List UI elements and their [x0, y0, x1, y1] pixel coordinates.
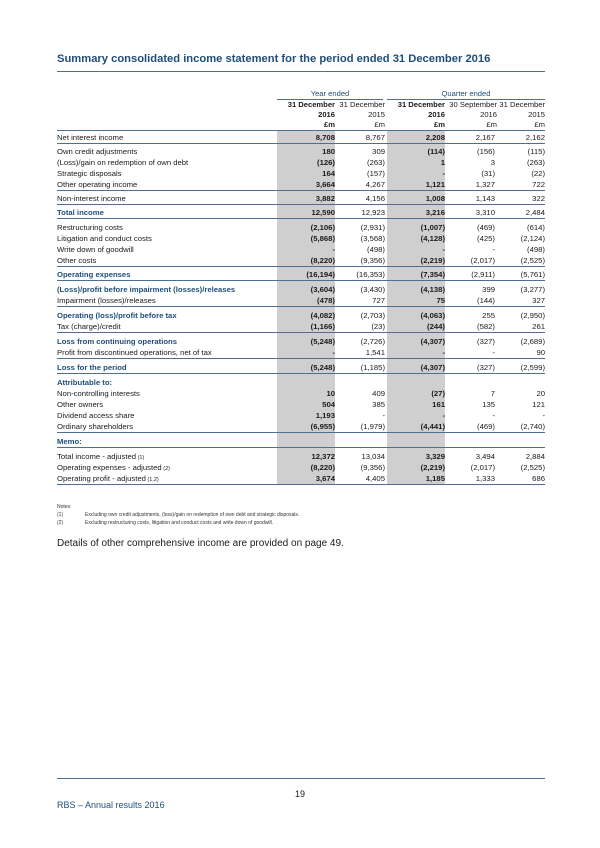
row-value-col2: (23) — [371, 322, 385, 331]
row-label: Impairment (losses)/releases — [57, 296, 156, 305]
header-row-date — [57, 100, 545, 110]
row-label: Own credit adjustments — [57, 147, 138, 156]
row-divider — [57, 190, 545, 191]
row-value-col1: - — [332, 245, 335, 254]
row-value-col1: (5,248) — [310, 337, 335, 346]
row-value-col3: (114) — [427, 147, 445, 156]
row-label: (Loss)/profit before impairment (losses)/releases — [57, 285, 236, 294]
row-value-col2: 4,405 — [365, 474, 385, 483]
row-value-col2: (1,185) — [360, 363, 385, 372]
row-value-col2: 4,156 — [365, 194, 385, 203]
row-divider — [57, 204, 545, 205]
row-value-col5: 686 — [532, 474, 545, 483]
row-value-col2: (16,353) — [356, 270, 385, 279]
row-value-col3: - — [442, 411, 445, 420]
table-row — [57, 321, 545, 332]
row-value-col3: 161 — [432, 400, 445, 409]
header-col5-year: 2015 — [528, 110, 545, 119]
table-row — [57, 244, 545, 255]
row-value-col3: (2,219) — [420, 463, 445, 472]
row-value-col4: (469) — [477, 422, 495, 431]
row-value-col4: (144) — [477, 296, 495, 305]
table-row — [57, 132, 545, 143]
note-text: Excluding restructuring costs, litigation and conduct costs and write down of goodwill. — [85, 520, 274, 526]
row-value-col3: (7,354) — [420, 270, 445, 279]
row-label: Profit from discontinued operations, net of tax — [57, 348, 212, 357]
details-text: Details of other comprehensive income are provided on page 49. — [57, 538, 344, 549]
row-value-col3: - — [442, 245, 445, 254]
row-value-col3: 1,185 — [425, 474, 445, 483]
row-value-col5: - — [542, 411, 545, 420]
header-col1-date: 31 December — [287, 100, 335, 109]
note-item — [57, 511, 299, 519]
row-label: Ordinary shareholders — [57, 422, 134, 431]
row-value-col1: (5,868) — [310, 234, 335, 243]
table-row — [57, 421, 545, 432]
row-value-col5: (22) — [531, 169, 545, 178]
table-row — [57, 451, 545, 462]
row-value-col1: (4,082) — [310, 311, 335, 320]
row-divider — [57, 306, 545, 307]
row-value-col1: (1,166) — [310, 322, 335, 331]
row-value-col4: (327) — [477, 363, 495, 372]
row-value-col5: (115) — [527, 147, 545, 156]
row-label: (Loss)/gain on redemption of own debt — [57, 158, 189, 167]
footer-divider — [57, 778, 545, 779]
row-value-col2: 385 — [372, 400, 385, 409]
row-value-col3: (244) — [427, 322, 445, 331]
row-value-col2: (2,703) — [360, 311, 385, 320]
header-col2-year: 2015 — [368, 110, 385, 119]
row-value-col4: 3,494 — [475, 452, 495, 461]
row-value-col2: (9,356) — [360, 256, 385, 265]
row-label: Loss from continuing operations — [57, 337, 178, 346]
row-value-col2: (157) — [367, 169, 385, 178]
row-divider — [57, 332, 545, 333]
row-divider — [57, 447, 545, 448]
row-value-col1: 3,674 — [315, 474, 335, 483]
row-value-col4: (2,017) — [470, 256, 495, 265]
row-value-col4: - — [492, 245, 495, 254]
table-row — [57, 388, 545, 399]
header-col5-date: 31 December — [499, 100, 545, 109]
row-value-col4: 1,333 — [475, 474, 495, 483]
row-label: Dividend access share — [57, 411, 135, 420]
row-value-col5: (2,599) — [520, 363, 545, 372]
header-col1-unit: £m — [324, 120, 335, 129]
row-value-col4: 255 — [482, 311, 495, 320]
row-label: Loss for the period — [57, 363, 127, 372]
header-col4-unit: £m — [486, 120, 497, 129]
row-value-col4: (469) — [477, 223, 495, 232]
row-value-col3: - — [442, 348, 445, 357]
row-value-col5: 2,162 — [525, 133, 545, 142]
table-row — [57, 168, 545, 179]
row-value-col3: (4,063) — [420, 311, 445, 320]
row-value-col4: (425) — [477, 234, 495, 243]
row-label: Total income - adjusted (1) — [57, 452, 145, 461]
row-value-col3: (4,441) — [420, 422, 445, 431]
row-value-col1: (5,248) — [310, 363, 335, 372]
row-divider — [57, 266, 545, 267]
row-label: Litigation and conduct costs — [57, 234, 152, 243]
row-label: Operating (loss)/profit before tax — [57, 311, 177, 320]
row-label: Other operating income — [57, 180, 138, 189]
row-value-col2: (2,726) — [360, 337, 385, 346]
row-value-col3: (4,128) — [420, 234, 445, 243]
row-value-col3: 1,008 — [425, 194, 445, 203]
row-value-col5: 90 — [536, 348, 545, 357]
header-col4-year: 2016 — [480, 110, 497, 119]
row-value-col2: (3,430) — [360, 285, 385, 294]
notes-heading: Notes: — [57, 504, 72, 510]
row-value-col4: - — [492, 348, 495, 357]
row-value-col2: (263) — [367, 158, 385, 167]
header-col3-unit: £m — [434, 120, 445, 129]
row-value-col1: 3,664 — [315, 180, 335, 189]
row-value-col3: (2,219) — [420, 256, 445, 265]
row-value-col4: 3,310 — [475, 208, 495, 217]
row-value-col2: 4,267 — [365, 180, 385, 189]
table-row — [57, 336, 545, 347]
row-value-col2: (498) — [367, 245, 385, 254]
row-value-col1: (16,194) — [306, 270, 335, 279]
table-row — [57, 377, 545, 388]
row-value-col5: (2,740) — [520, 422, 545, 431]
row-value-col1: 1,193 — [315, 411, 335, 420]
row-value-col3: 3,329 — [425, 452, 445, 461]
table-row — [57, 462, 545, 473]
row-value-col3: 75 — [436, 296, 445, 305]
row-label: Restructuring costs — [57, 223, 123, 232]
row-divider — [57, 373, 545, 374]
row-note-ref: (1,2) — [145, 477, 159, 483]
row-value-col5: (263) — [527, 158, 545, 167]
row-value-col4: 1,143 — [475, 194, 495, 203]
header-col1-year: 2016 — [318, 110, 335, 119]
row-value-col1: 3,882 — [315, 194, 335, 203]
note-number: (2) — [57, 520, 64, 526]
header-col4-date: 30 September — [449, 100, 497, 109]
header-col3-date: 31 December — [397, 100, 445, 109]
row-value-col5: (498) — [527, 245, 545, 254]
row-note-ref: (1) — [136, 455, 145, 461]
row-divider — [57, 358, 545, 359]
row-value-col4: (31) — [481, 169, 495, 178]
footer-title: RBS – Annual results 2016 — [57, 800, 165, 810]
row-value-col5: 20 — [536, 389, 545, 398]
row-value-col3: 2,208 — [425, 133, 445, 142]
row-value-col4: 2,167 — [475, 133, 495, 142]
row-value-col1: 12,372 — [311, 452, 335, 461]
row-label: Non-interest income — [57, 194, 126, 203]
row-value-col5: 261 — [532, 322, 545, 331]
row-value-col2: 12,923 — [361, 208, 385, 217]
row-label: Net interest income — [57, 133, 124, 142]
row-label: Attributable to: — [57, 378, 113, 387]
row-value-col2: (9,356) — [360, 463, 385, 472]
table-row — [57, 473, 545, 484]
row-value-col5: 322 — [532, 194, 545, 203]
table-row — [57, 157, 545, 168]
row-value-col5: (2,525) — [520, 463, 545, 472]
row-value-col1: (8,220) — [310, 256, 335, 265]
row-value-col4: (2,017) — [470, 463, 495, 472]
row-label: Memo: — [57, 437, 82, 446]
row-value-col3: (1,007) — [420, 223, 445, 232]
row-value-col1: (3,604) — [310, 285, 335, 294]
page-title: Summary consolidated income statement for the period ended 31 December 2016 — [57, 53, 491, 65]
row-value-col3: (27) — [431, 389, 445, 398]
table-row — [57, 436, 545, 447]
row-value-col3: 1,121 — [425, 180, 445, 189]
table-row — [57, 179, 545, 190]
row-value-col1: (6,955) — [310, 422, 335, 431]
table-row — [57, 284, 545, 295]
row-value-col2: (2,931) — [360, 223, 385, 232]
row-value-col4: - — [492, 411, 495, 420]
row-label: Non-controlling interests — [57, 389, 140, 398]
table-row — [57, 410, 545, 421]
row-value-col4: (327) — [477, 337, 495, 346]
header-col3-year: 2016 — [428, 110, 445, 119]
row-label: Strategic disposals — [57, 169, 122, 178]
row-value-col2: 8,767 — [365, 133, 385, 142]
row-value-col1: 164 — [322, 169, 335, 178]
row-value-col5: (2,689) — [520, 337, 545, 346]
title-divider — [57, 71, 545, 72]
row-value-col3: - — [442, 169, 445, 178]
row-value-col5: 121 — [532, 400, 545, 409]
header-col2-date: 31 December — [339, 100, 385, 109]
row-value-col5: 2,884 — [525, 452, 545, 461]
row-label: Other costs — [57, 256, 97, 265]
row-value-col3: 3,216 — [425, 208, 445, 217]
table-row — [57, 233, 545, 244]
header-row-unit — [57, 120, 545, 130]
row-value-col5: (2,950) — [520, 311, 545, 320]
row-value-col1: 180 — [322, 147, 335, 156]
page-number: 19 — [294, 789, 305, 799]
row-divider — [57, 484, 545, 485]
row-label: Tax (charge)/credit — [57, 322, 121, 331]
row-divider — [57, 143, 545, 144]
row-value-col3: (4,307) — [420, 337, 445, 346]
row-value-col4: (156) — [477, 147, 495, 156]
table-row — [57, 310, 545, 321]
row-value-col1: (2,106) — [310, 223, 335, 232]
row-value-col2: 409 — [372, 389, 385, 398]
row-value-col3: (4,307) — [420, 363, 445, 372]
table-row — [57, 347, 545, 358]
notes — [57, 503, 299, 527]
row-note-ref: (2) — [161, 466, 170, 472]
row-label: Total income — [57, 208, 104, 217]
row-value-col4: 135 — [482, 400, 495, 409]
note-number: (1) — [57, 512, 64, 518]
row-divider — [57, 218, 545, 219]
row-divider — [57, 280, 545, 281]
row-divider — [57, 432, 545, 433]
table-row — [57, 399, 545, 410]
row-value-col5: 722 — [532, 180, 545, 189]
header-group-quarter-ended: Quarter ended — [387, 89, 545, 100]
row-value-col2: (3,568) — [360, 234, 385, 243]
row-value-col5: (614) — [527, 223, 545, 232]
row-value-col1: (8,220) — [310, 463, 335, 472]
header-col2-unit: £m — [374, 120, 385, 129]
table-row — [57, 207, 545, 218]
row-value-col1: 12,590 — [311, 208, 335, 217]
row-value-col2: (1,979) — [360, 422, 385, 431]
row-value-col1: 8,708 — [315, 133, 335, 142]
table-row — [57, 255, 545, 266]
header-divider — [57, 130, 545, 131]
row-label: Other owners — [57, 400, 104, 409]
row-value-col5: (2,525) — [520, 256, 545, 265]
note-text: Excluding own credit adjustments, (loss)/gain on redemption of own debt and strategic disposals. — [85, 512, 300, 518]
table-row — [57, 222, 545, 233]
row-value-col2: 727 — [372, 296, 385, 305]
table-row — [57, 193, 545, 204]
row-value-col4: 7 — [490, 389, 495, 398]
table-row — [57, 362, 545, 373]
row-value-col2: - — [382, 411, 385, 420]
row-value-col1: (126) — [317, 158, 335, 167]
header-row-year — [57, 110, 545, 120]
row-value-col3: (4,138) — [420, 285, 445, 294]
row-value-col4: (582) — [477, 322, 495, 331]
row-label: Operating profit - adjusted (1,2) — [57, 474, 159, 483]
row-value-col4: 3 — [490, 158, 495, 167]
row-value-col2: 309 — [372, 147, 385, 156]
row-value-col5: 2,484 — [525, 208, 545, 217]
row-value-col4: 1,327 — [475, 180, 495, 189]
row-label: Write down of goodwill — [57, 245, 134, 254]
row-value-col5: 327 — [532, 296, 545, 305]
header-group-year-ended: Year ended — [277, 89, 383, 100]
row-label: Operating expenses — [57, 270, 131, 279]
row-value-col1: 504 — [322, 400, 335, 409]
row-value-col1: (478) — [317, 296, 335, 305]
row-value-col2: 1,541 — [365, 348, 385, 357]
row-value-col5: (3,277) — [520, 285, 545, 294]
row-value-col1: 10 — [326, 389, 335, 398]
table-row — [57, 295, 545, 306]
row-value-col5: (5,761) — [520, 270, 545, 279]
row-value-col2: 13,034 — [361, 452, 385, 461]
row-value-col3: 1 — [440, 158, 445, 167]
table-row — [57, 269, 545, 280]
row-value-col4: 399 — [482, 285, 495, 294]
row-value-col4: (2,911) — [471, 270, 495, 279]
table-row — [57, 146, 545, 157]
note-item — [57, 519, 299, 527]
row-value-col1: - — [332, 348, 335, 357]
row-label: Operating expenses - adjusted (2) — [57, 463, 170, 472]
header-col5-unit: £m — [534, 120, 545, 129]
row-value-col5: (2,124) — [520, 234, 545, 243]
